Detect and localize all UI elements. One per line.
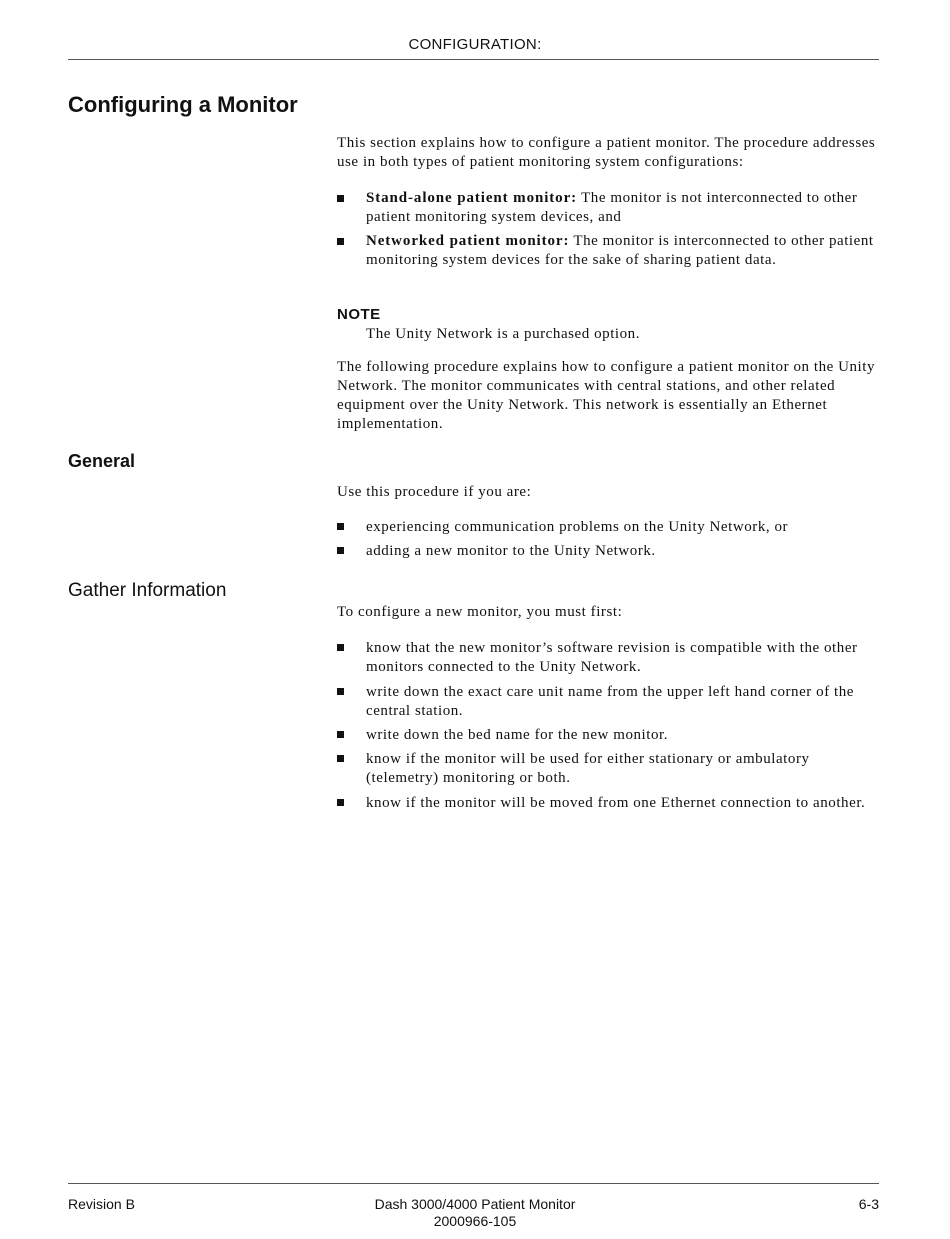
list-item-term: Stand-alone patient monitor:	[366, 190, 578, 206]
header-divider	[68, 59, 879, 60]
footer-divider	[68, 1183, 879, 1184]
list-item	[337, 518, 882, 537]
section-intro-paragraph: This section explains how to configure a patient monitor. The procedure addresses use in both types of patient monitoring system configurations:	[337, 135, 876, 170]
footer-part-number: 2000966-105	[433, 1213, 517, 1229]
list-item-text: The monitor is not interconnected to other patient monitoring system devices, and	[366, 190, 858, 225]
gather-information-heading: Gather Information	[68, 580, 227, 601]
note-label: NOTE	[337, 306, 381, 323]
bullet-square-icon	[337, 799, 344, 806]
procedure-paragraph: The following procedure explains how to configure a patient monitor on the Unity Network. The monitor communicates with central stations, and other related equipment over the Unity Network. This network is essentially an Ethernet implementation.	[337, 359, 876, 432]
bullet-square-icon	[337, 755, 344, 762]
list-item	[337, 683, 882, 721]
bullet-square-icon	[337, 523, 344, 530]
bullet-square-icon	[337, 238, 344, 245]
bullet-square-icon	[337, 547, 344, 554]
bullet-square-icon	[337, 688, 344, 695]
list-item-text: know that the new monitor’s software revision is compatible with the other monitors connected to the Unity Network.	[366, 640, 858, 675]
list-item	[337, 750, 882, 788]
list-item-text: The monitor is interconnected to other patient monitoring system devices for the sake of sharing patient data.	[366, 233, 874, 268]
footer-product-info	[0, 1196, 950, 1230]
bullet-square-icon	[337, 644, 344, 651]
footer-page-number: 6-3	[858, 1196, 879, 1212]
list-item-text: write down the bed name for the new monitor.	[366, 727, 669, 743]
list-item-text: experiencing communication problems on the Unity Network, or	[366, 519, 789, 535]
footer-revision: Revision B	[68, 1196, 135, 1212]
list-item	[337, 639, 882, 677]
note-text: The Unity Network is a purchased option.	[366, 326, 641, 342]
bullet-square-icon	[337, 195, 344, 202]
list-item-text: write down the exact care unit name from the upper left hand corner of the central station.	[366, 684, 855, 719]
list-item	[337, 189, 882, 227]
general-intro-paragraph: Use this procedure if you are:	[337, 484, 532, 500]
list-item	[337, 232, 882, 270]
bullet-square-icon	[337, 731, 344, 738]
list-item-text: adding a new monitor to the Unity Network.	[366, 543, 656, 559]
gather-intro-paragraph: To configure a new monitor, you must first:	[337, 604, 623, 620]
list-item	[337, 726, 882, 745]
general-heading: General	[68, 451, 136, 471]
section-title: Configuring a Monitor	[68, 92, 298, 117]
footer-product-name: Dash 3000/4000 Patient Monitor	[374, 1196, 576, 1212]
list-item	[337, 542, 882, 561]
page-header-title: CONFIGURATION:	[408, 36, 542, 53]
list-item-term: Networked patient monitor:	[366, 233, 570, 249]
list-item-text: know if the monitor will be moved from one Ethernet connection to another.	[366, 795, 866, 811]
list-item-text: know if the monitor will be used for either stationary or ambulatory (telemetry) monitoring or both.	[366, 751, 810, 786]
list-item	[337, 794, 882, 813]
